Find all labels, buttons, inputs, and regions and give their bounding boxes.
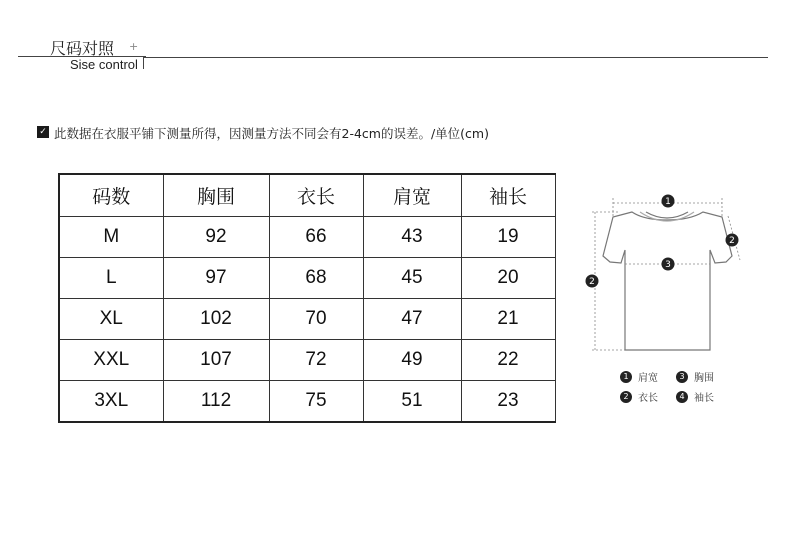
- cell-length: 68: [269, 258, 363, 299]
- legend-label: 肩宽: [638, 373, 658, 384]
- cell-chest: 102: [163, 299, 269, 340]
- svg-text:2: 2: [589, 277, 595, 287]
- cell-sleeve: 20: [461, 258, 555, 299]
- table-row: [59, 258, 555, 299]
- legend-item: [676, 389, 714, 404]
- legend-item: [620, 369, 658, 384]
- cell-size: 3XL: [59, 381, 163, 423]
- header-length: 衣长: [269, 174, 363, 217]
- header-sleeve: 袖长: [461, 174, 555, 217]
- diagram-legend: [620, 369, 740, 409]
- header-size: 码数: [59, 174, 163, 217]
- table-row: [59, 381, 555, 423]
- legend-item: [620, 389, 658, 404]
- header-chest: 胸围: [163, 174, 269, 217]
- header-line-long: [144, 57, 768, 58]
- legend-label: 衣长: [638, 393, 658, 404]
- cell-length: 66: [269, 217, 363, 258]
- legend-label: 袖长: [694, 393, 714, 404]
- size-table: [58, 173, 556, 423]
- cell-sleeve: 22: [461, 340, 555, 381]
- cell-length: 72: [269, 340, 363, 381]
- page-subtitle: Sise control: [70, 57, 138, 72]
- measurement-note: 此数据在衣服平铺下测量所得，因测量方法不同会有2-4cm的误差。/单位(cm): [54, 126, 489, 141]
- legend-item: [676, 369, 714, 384]
- cell-chest: 112: [163, 381, 269, 423]
- cell-sleeve: 23: [461, 381, 555, 423]
- cell-shoulder: 51: [363, 381, 461, 423]
- tshirt-outline: [603, 212, 732, 350]
- marker-2-sleeve: [726, 234, 739, 247]
- marker-3: [662, 258, 675, 271]
- cell-length: 75: [269, 381, 363, 423]
- cell-shoulder: 43: [363, 217, 461, 258]
- page-title: 尺码对照: [50, 39, 115, 58]
- tshirt-collar: [646, 212, 688, 218]
- cell-shoulder: 49: [363, 340, 461, 381]
- cell-chest: 92: [163, 217, 269, 258]
- legend-number: 4: [676, 391, 688, 403]
- marker-1: [662, 195, 675, 208]
- marker-2-length: [586, 275, 599, 288]
- cell-size: XXL: [59, 340, 163, 381]
- cell-shoulder: 47: [363, 299, 461, 340]
- cell-chest: 97: [163, 258, 269, 299]
- svg-text:3: 3: [665, 260, 671, 270]
- cell-size: L: [59, 258, 163, 299]
- cell-chest: 107: [163, 340, 269, 381]
- header-shoulder: 肩宽: [363, 174, 461, 217]
- table-row: [59, 299, 555, 340]
- legend-label: 胸围: [694, 373, 714, 384]
- cell-sleeve: 19: [461, 217, 555, 258]
- table-row: [59, 340, 555, 381]
- legend-number: 2: [620, 391, 632, 403]
- header-tick: [143, 57, 144, 69]
- table-row: [59, 217, 555, 258]
- cell-size: M: [59, 217, 163, 258]
- svg-text:2: 2: [729, 236, 735, 246]
- cell-size: XL: [59, 299, 163, 340]
- tshirt-diagram: [580, 190, 750, 360]
- table-header-row: [59, 174, 555, 217]
- cell-shoulder: 45: [363, 258, 461, 299]
- cell-sleeve: 21: [461, 299, 555, 340]
- checkbox-icon: ✓: [37, 126, 49, 138]
- plus-icon: +: [129, 40, 139, 53]
- legend-number: 3: [676, 371, 688, 383]
- cell-length: 70: [269, 299, 363, 340]
- svg-text:1: 1: [665, 197, 671, 207]
- legend-number: 1: [620, 371, 632, 383]
